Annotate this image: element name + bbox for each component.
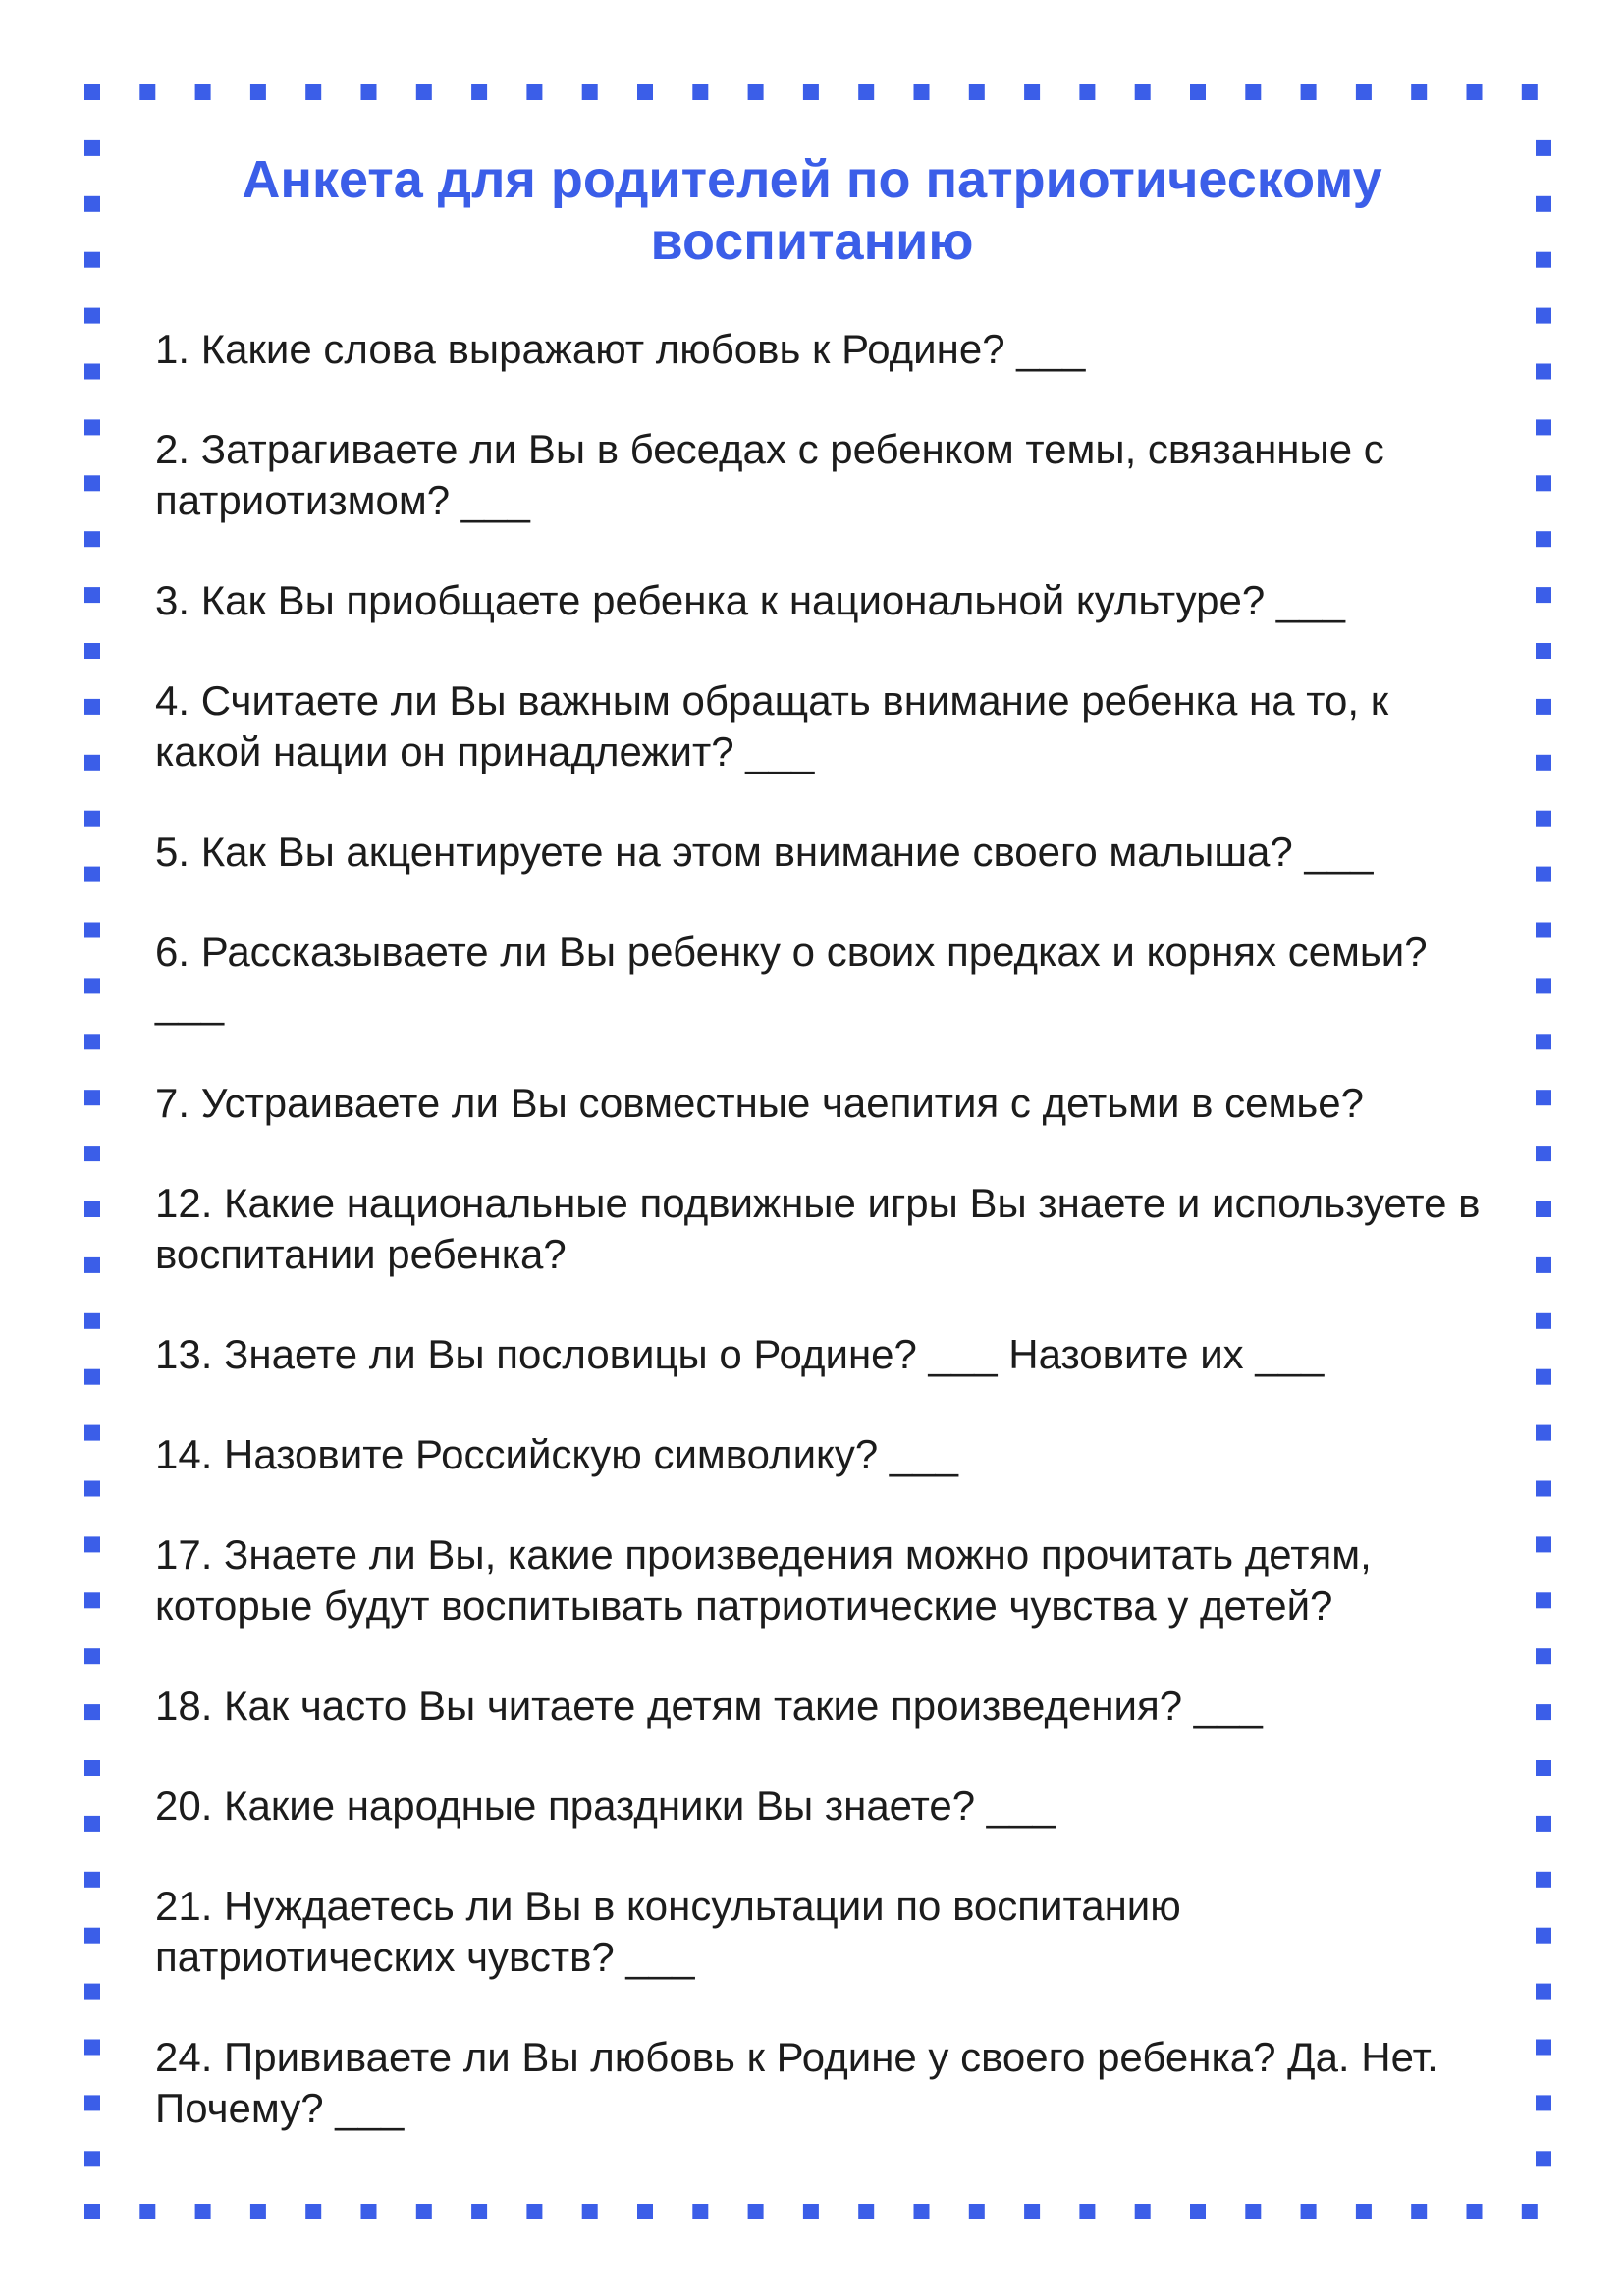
border-dot <box>84 140 100 156</box>
border-dot <box>84 1928 100 1944</box>
border-dot <box>1536 643 1551 659</box>
border-dot <box>803 2204 819 2219</box>
border-dot <box>1536 978 1551 993</box>
border-dot <box>1536 2040 1551 2056</box>
border-dot <box>84 2095 100 2110</box>
border-dot <box>84 2151 100 2166</box>
border-dot <box>1536 1760 1551 1776</box>
border-dot <box>1356 2204 1372 2219</box>
border-dot <box>305 2204 321 2219</box>
border-dot <box>1536 1034 1551 1049</box>
border-dot <box>1536 755 1551 771</box>
border-dot <box>1536 1648 1551 1664</box>
border-dot <box>361 2204 377 2219</box>
border-dot <box>1135 2204 1151 2219</box>
border-dot <box>1301 84 1317 100</box>
border-dot <box>1536 1984 1551 2000</box>
border-dot <box>84 252 100 268</box>
question-item: 2. Затрагиваете ли Вы в беседах с ребенком темы, связанные с патриотизмом? ___ <box>155 426 1384 523</box>
question-item: 20. Какие народные праздники Вы знаете? ___ <box>155 1783 1056 1829</box>
border-dot <box>84 1425 100 1441</box>
border-dot <box>1536 475 1551 491</box>
border-dot <box>1245 2204 1261 2219</box>
question-item: 5. Как Вы акцентируете на этом внимание своего малыша? ___ <box>155 828 1374 875</box>
question-item: 17. Знаете ли Вы, какие произведения можно прочитать детям, которые будут воспитывать патриотические чувства у детей? <box>155 1531 1372 1629</box>
border-dot <box>1467 84 1483 100</box>
border-dot <box>1536 923 1551 938</box>
border-dot <box>1301 2204 1317 2219</box>
border-dot <box>858 84 874 100</box>
border-dot <box>1536 1536 1551 1552</box>
question-item: 12. Какие национальные подвижные игры Вы знаете и используете в воспитании ребенка? <box>155 1180 1481 1277</box>
border-dot <box>84 1034 100 1049</box>
border-dot <box>1536 419 1551 435</box>
border-dot <box>1536 699 1551 715</box>
border-dot <box>1536 308 1551 324</box>
border-dot <box>1536 811 1551 827</box>
border-dot <box>803 84 819 100</box>
border-dot <box>84 699 100 715</box>
border-dot <box>526 2204 542 2219</box>
border-dot <box>84 643 100 659</box>
border-dot <box>84 1816 100 1832</box>
border-dot <box>1411 84 1427 100</box>
border-dot <box>1135 84 1151 100</box>
border-dot <box>637 84 653 100</box>
question-item: 3. Как Вы приобщаете ребенка к национальной культуре? ___ <box>155 577 1345 623</box>
border-dot <box>84 811 100 827</box>
border-dot <box>84 1146 100 1161</box>
border-dot <box>1536 196 1551 212</box>
border-dot <box>416 84 432 100</box>
border-dot <box>84 1481 100 1497</box>
border-dot <box>84 1369 100 1385</box>
border-dot <box>84 1760 100 1776</box>
border-dot <box>139 84 155 100</box>
question-item: 21. Нуждаетесь ли Вы в консультации по воспитанию патриотических чувств? ___ <box>155 1883 1181 1980</box>
border-dot <box>748 84 764 100</box>
border-dot <box>250 2204 266 2219</box>
border-dot <box>84 84 100 100</box>
border-dot <box>1356 84 1372 100</box>
border-dot <box>1536 1481 1551 1497</box>
border-dot <box>1079 2204 1095 2219</box>
border-dot <box>84 2040 100 2056</box>
question-list <box>155 324 1490 2183</box>
border-dot <box>84 364 100 380</box>
border-dot <box>1536 1146 1551 1161</box>
border-dot <box>582 2204 598 2219</box>
border-dot <box>84 1313 100 1329</box>
question-item: 18. Как часто Вы читаете детям такие произведения? ___ <box>155 1682 1263 1729</box>
border-dot <box>969 2204 985 2219</box>
border-dot <box>84 1257 100 1273</box>
border-dot <box>1522 84 1538 100</box>
question-item: 6. Рассказываете ли Вы ребенку о своих предках и корнях семьи? ___ <box>155 929 1428 1026</box>
border-dot <box>471 84 487 100</box>
border-dot <box>1536 252 1551 268</box>
border-dot <box>84 1201 100 1217</box>
border-dot <box>1536 1313 1551 1329</box>
border-dot <box>84 1536 100 1552</box>
border-dot <box>1079 84 1095 100</box>
border-dot <box>1190 2204 1206 2219</box>
border-dot <box>84 867 100 882</box>
border-dot <box>84 1704 100 1720</box>
border-dot <box>1536 364 1551 380</box>
border-dot <box>1536 867 1551 882</box>
border-dot <box>1536 2151 1551 2166</box>
border-dot <box>1536 140 1551 156</box>
border-dot <box>692 84 708 100</box>
border-dot <box>1190 84 1206 100</box>
border-dot <box>84 1592 100 1608</box>
border-dot <box>139 2204 155 2219</box>
border-dot <box>471 2204 487 2219</box>
question-item: 14. Назовите Российскую символику? ___ <box>155 1431 958 1477</box>
border-dot <box>1536 531 1551 547</box>
border-dot <box>84 1648 100 1664</box>
border-dot <box>1522 2204 1538 2219</box>
border-dot <box>84 923 100 938</box>
border-dot <box>84 978 100 993</box>
border-dot <box>84 419 100 435</box>
border-dot <box>84 587 100 603</box>
border-dot <box>195 84 211 100</box>
border-dot <box>1536 587 1551 603</box>
border-dot <box>416 2204 432 2219</box>
border-dot <box>914 84 930 100</box>
border-dot <box>1536 1592 1551 1608</box>
border-dot <box>195 2204 211 2219</box>
border-dot <box>1536 1201 1551 1217</box>
border-dot <box>1536 1257 1551 1273</box>
border-dot <box>1245 84 1261 100</box>
question-item: 7. Устраиваете ли Вы совместные чаепития с детьми в семье? <box>155 1080 1364 1126</box>
border-dot <box>526 84 542 100</box>
border-dot <box>1024 84 1040 100</box>
question-item: 24. Прививаете ли Вы любовь к Родине у своего ребенка? Да. Нет. Почему? ___ <box>155 2034 1438 2131</box>
border-dot <box>84 2204 100 2219</box>
question-item: 13. Знаете ли Вы пословицы о Родине? ___ Назовите их ___ <box>155 1331 1325 1377</box>
border-dot <box>84 755 100 771</box>
border-dot <box>858 2204 874 2219</box>
border-dot <box>1536 1872 1551 1888</box>
border-dot <box>1536 2095 1551 2110</box>
border-dot <box>84 196 100 212</box>
border-dot <box>305 84 321 100</box>
border-dot <box>84 531 100 547</box>
border-dot <box>582 84 598 100</box>
border-dot <box>1536 1816 1551 1832</box>
border-dot <box>1536 1369 1551 1385</box>
border-dot <box>84 1872 100 1888</box>
border-dot <box>361 84 377 100</box>
border-dot <box>914 2204 930 2219</box>
border-dot <box>1467 2204 1483 2219</box>
border-dot <box>1024 2204 1040 2219</box>
border-dot <box>969 84 985 100</box>
page-title: Анкета для родителей по патриотическому воспитанию <box>242 150 1382 271</box>
border-dot <box>1536 1090 1551 1105</box>
border-dot <box>84 1090 100 1105</box>
border-dot <box>637 2204 653 2219</box>
border-dot <box>1536 1425 1551 1441</box>
border-dot <box>84 308 100 324</box>
border-dot <box>692 2204 708 2219</box>
border-dot <box>1536 1928 1551 1944</box>
border-dot <box>84 475 100 491</box>
border-dot <box>250 84 266 100</box>
border-dot <box>84 1984 100 2000</box>
border-dot <box>1536 1704 1551 1720</box>
border-dot <box>1411 2204 1427 2219</box>
border-dot <box>748 2204 764 2219</box>
question-item: 1. Какие слова выражают любовь к Родине? ___ <box>155 326 1086 372</box>
question-item: 4. Считаете ли Вы важным обращать внимание ребенка на то, к какой нации он принадлежит? ___ <box>155 677 1389 774</box>
